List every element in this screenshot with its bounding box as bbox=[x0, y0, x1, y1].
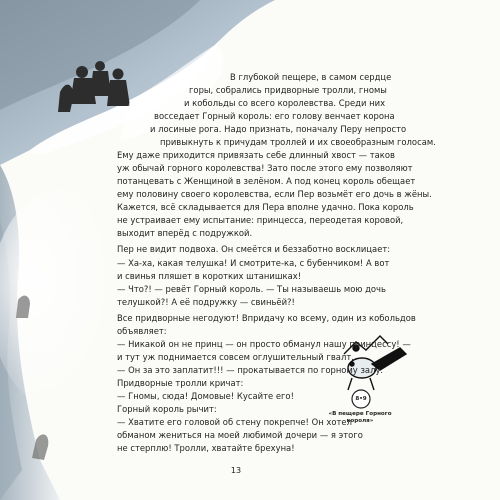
text-line: — Гномы, сюда! Домовые! Кусайте его! bbox=[117, 391, 294, 401]
text-line: обманом жениться на моей любимой дочери — я этого bbox=[117, 430, 363, 440]
text-line: — Хватите его головой об стену покрепче! Он хотел bbox=[117, 417, 352, 427]
text-line: восседает Горный король: его голову венчает корона bbox=[154, 111, 395, 121]
text-line: потанцевать с Женщиной в зелёном. А под конец король обещает bbox=[117, 176, 416, 186]
text-line: Все придворные негодуют! Впридачу ко всему, один из кобольдов bbox=[117, 313, 416, 323]
text-line: телушкой?! А её подружку — свиньёй?! bbox=[117, 297, 295, 307]
text-line: Придворные тролли кричат: bbox=[117, 378, 244, 388]
text-line: и свинья пляшет в коротких штанишках! bbox=[117, 271, 302, 281]
track-number-badge: 8•9 bbox=[355, 396, 367, 402]
text-line: уж обычай горного королевства! Зато после этого ему позволяют bbox=[117, 163, 413, 173]
text-line: не устраивает ему испытание: принцесса, переодетая коровой, bbox=[117, 215, 404, 225]
text-line: не стерплю! Тролли, хватайте брехуна! bbox=[117, 443, 295, 453]
text-line: В глубокой пещере, в самом сердце bbox=[230, 72, 392, 82]
text-line: привыкнуть к причудам троллей и их своеобразным голосам. bbox=[160, 137, 436, 147]
text-line: Пер не видит подвоха. Он смеётся и беззаботно восклицает: bbox=[117, 244, 391, 254]
text-line: горы, собрались придворные тролли, гномы bbox=[189, 85, 387, 95]
text-line: выходит вперёд с подружкой. bbox=[117, 228, 253, 238]
text-line: — Никакой он не принц — он просто обманул нашу принцессу! — bbox=[117, 339, 411, 349]
text-line: — Ха-ха, какая телушка! И смотрите-ка, с бубенчиком! А вот bbox=[117, 258, 390, 268]
text-line: Кажется, всё складывается для Пера вполне удачно. Пока король bbox=[117, 202, 414, 212]
text-line: Ему даже приходится привязать себе длинный хвост — таков bbox=[117, 150, 395, 160]
caption-line: «В пещере Горного bbox=[328, 411, 392, 417]
text-line: и кобольды со всего королевства. Среди них bbox=[184, 98, 386, 108]
text-line: и лосиные рога. Надо признать, поначалу Перу непросто bbox=[150, 124, 407, 134]
text-line: объявляет: bbox=[117, 326, 167, 336]
text-line: — Он за это заплатит!!! — прокатывается по горному залу. bbox=[117, 365, 384, 375]
text-line: — Что?! — ревёт Горный король. — Ты называешь мою дочь bbox=[117, 284, 386, 294]
text-line: Горный король рычит: bbox=[117, 404, 217, 414]
text-line: ему половину своего королевства, если Пер возьмёт его дочь в жёны. bbox=[117, 189, 432, 199]
page-number: 13 bbox=[230, 466, 242, 475]
music-caption bbox=[328, 411, 392, 425]
caption-line: короля» bbox=[346, 418, 374, 424]
text-line: и тут уж поднимается совсем оглушительный гвалт. bbox=[117, 352, 354, 362]
